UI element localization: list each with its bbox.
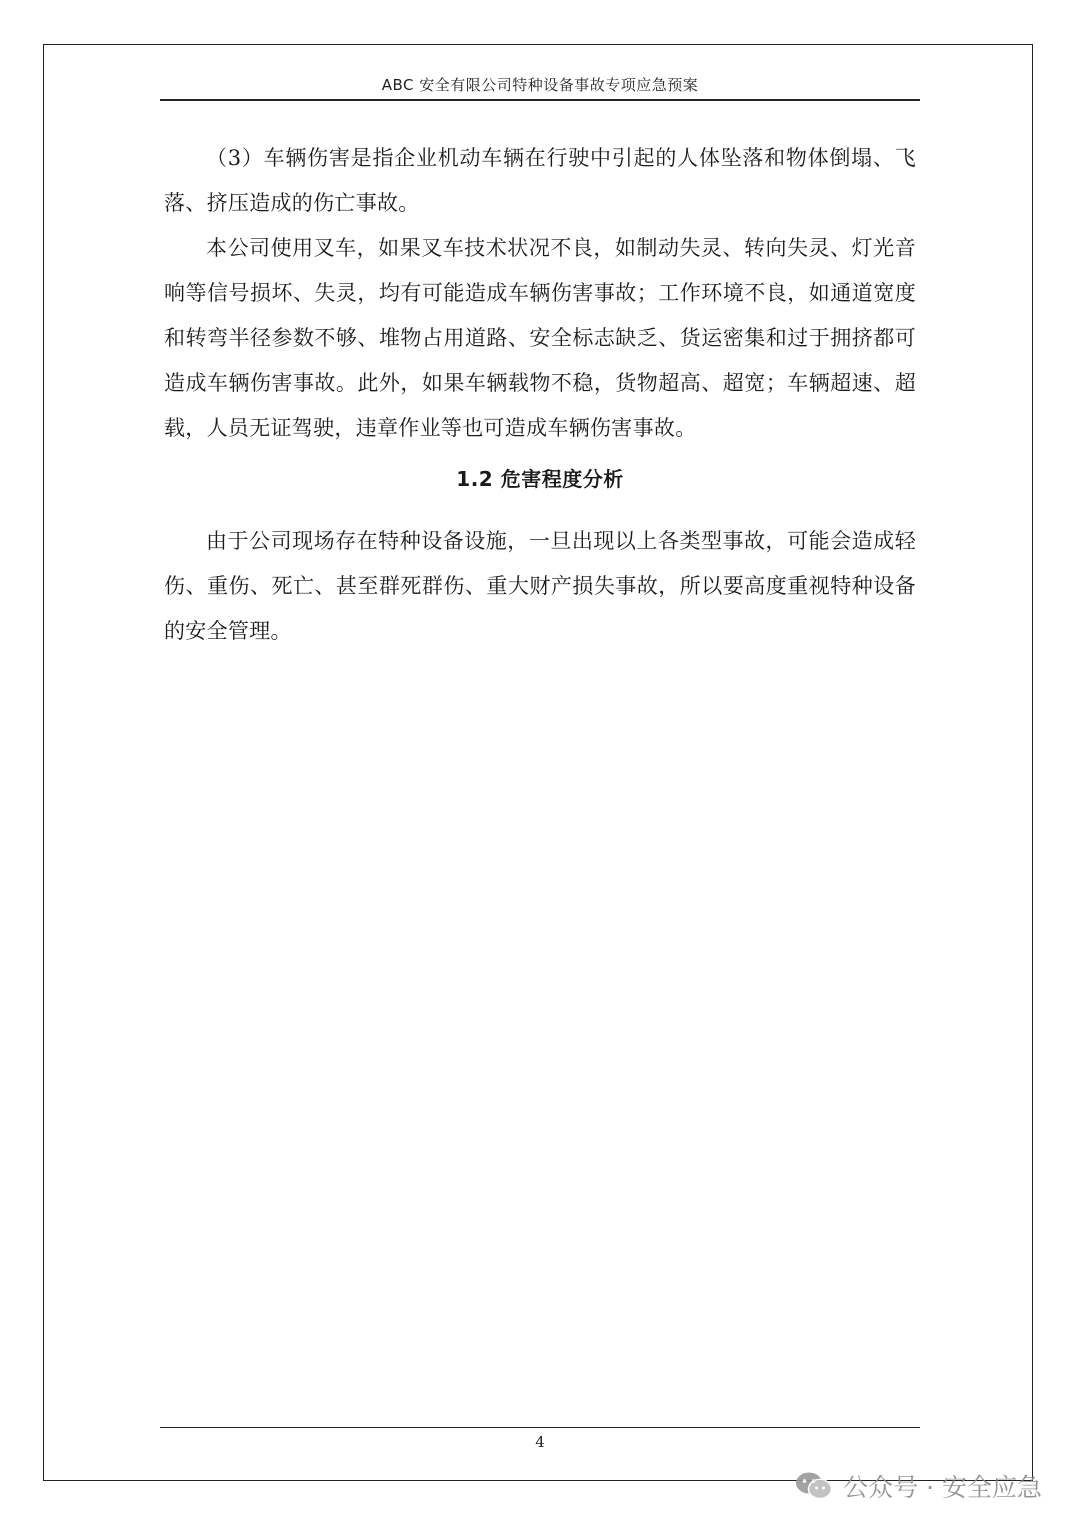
footer-divider	[160, 1427, 920, 1428]
document-body	[164, 136, 916, 654]
section-heading: 1.2 危害程度分析	[456, 467, 624, 491]
header-divider	[160, 99, 920, 101]
body-paragraph-vehicle-injury: （3）车辆伤害是指企业机动车辆在行驶中引起的人体坠落和物体倒塌、飞落、挤压造成的伤亡事故。	[164, 146, 916, 215]
body-paragraph-forklift: 本公司使用叉车，如果叉车技术状况不良，如制动失灵、转向失灵、灯光音响等信号损坏、失灵，均有可能造成车辆伤害事故；工作环境不良，如通道宽度和转弯半径参数不够、堆物占用道路、安全标志缺乏、货运密集和过于拥挤都可造成车辆伤害事故。此外，如果车辆载物不稳，货物超高、超宽；车辆超速、超载，人员无证驾驶，违章作业等也可造成车辆伤害事故。	[164, 236, 916, 440]
page-number: 4	[535, 1433, 545, 1451]
document-header-title: ABC 安全有限公司特种设备事故专项应急预案	[381, 76, 699, 94]
wechat-icon	[795, 1471, 833, 1501]
body-paragraph-hazard-degree: 由于公司现场存在特种设备设施，一旦出现以上各类型事故，可能会造成轻伤、重伤、死亡、甚至群死群伤、重大财产损失事故，所以要高度重视特种设备的安全管理。	[164, 529, 916, 643]
watermark	[795, 1466, 1042, 1506]
watermark-text: 公众号 · 安全应急	[843, 1473, 1042, 1502]
